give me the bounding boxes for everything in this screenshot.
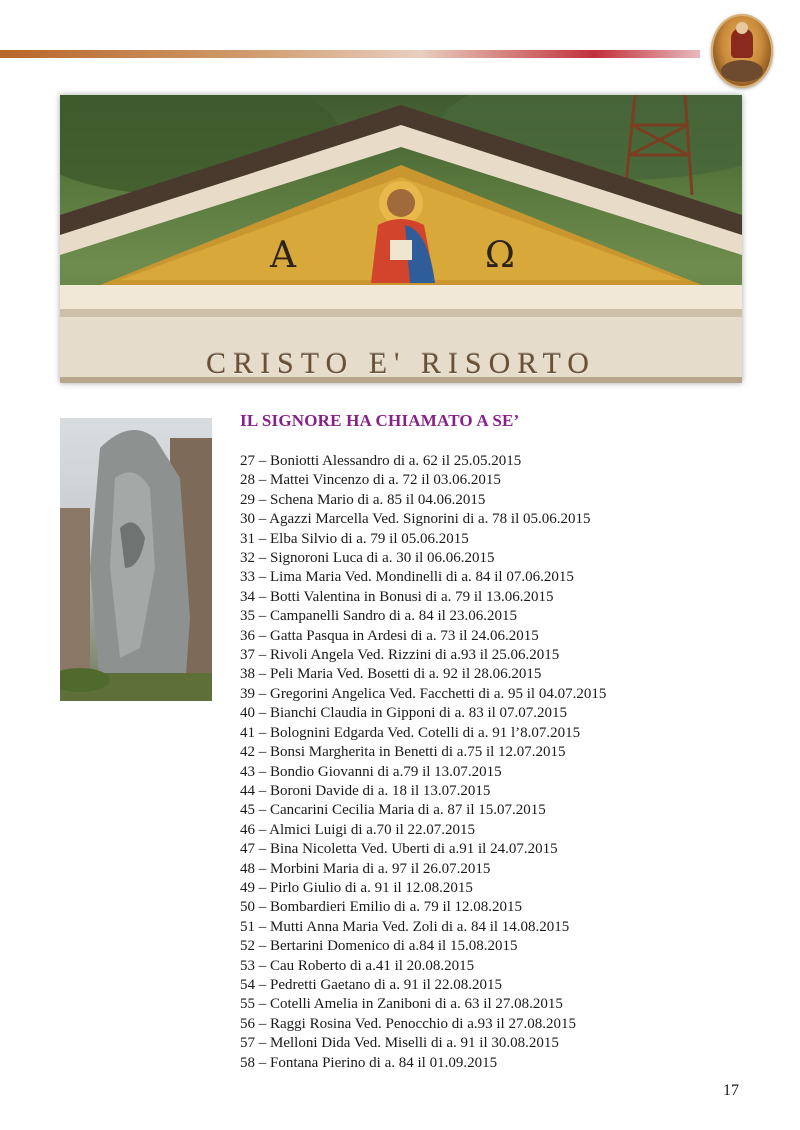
obituary-list: [240, 452, 606, 1073]
sculpture-illustration: [60, 418, 212, 701]
list-item: 33 – Lima Maria Ved. Mondinelli di a. 84 il 07.06.2015: [240, 569, 574, 586]
list-item: 56 – Raggi Rosina Ved. Penocchio di a.93 il 27.08.2015: [240, 1015, 576, 1032]
pediment-inscription: CRISTO E' RISORTO: [206, 347, 596, 380]
pediment-illustration: [60, 95, 742, 383]
decorative-header-rule: [0, 50, 700, 58]
list-item: 32 – Signoroni Luca di a. 30 il 06.06.2015: [240, 550, 495, 567]
list-item: 39 – Gregorini Angelica Ved. Facchetti di a. 95 il 04.07.2015: [240, 685, 607, 702]
list-item: 52 – Bertarini Domenico di a.84 il 15.08.2015: [240, 938, 518, 955]
list-item: 46 – Almici Luigi di a.70 il 22.07.2015: [240, 821, 475, 838]
list-item: 34 – Botti Valentina in Bonusi di a. 79 il 13.06.2015: [240, 588, 554, 605]
list-item: 44 – Boroni Davide di a. 18 il 13.07.2015: [240, 782, 491, 799]
list-item: 43 – Bondio Giovanni di a.79 il 13.07.2015: [240, 763, 502, 780]
list-item: 35 – Campanelli Sandro di a. 84 il 23.06.2015: [240, 608, 518, 625]
list-item: 47 – Bina Nicoletta Ved. Uberti di a.91 il 24.07.2015: [240, 841, 558, 858]
stone-sculpture-photo: [60, 418, 212, 701]
list-item: 42 – Bonsi Margherita in Benetti di a.75 il 12.07.2015: [240, 744, 566, 761]
omega-glyph: Ω: [485, 235, 515, 276]
list-item: 28 – Mattei Vincenzo di a. 72 il 03.06.2015: [240, 472, 501, 489]
page-number: 17: [723, 1082, 739, 1099]
saint-medallion-icon: [711, 14, 773, 88]
list-item: 58 – Fontana Pierino di a. 84 il 01.09.2015: [240, 1054, 498, 1071]
list-item: 48 – Morbini Maria di a. 97 il 26.07.2015: [240, 860, 491, 877]
list-item: 54 – Pedretti Gaetano di a. 91 il 22.08.2015: [240, 976, 503, 993]
section-title: IL SIGNORE HA CHIAMATO A SE’: [240, 411, 520, 430]
list-item: 27 – Boniotti Alessandro di a. 62 il 25.05.2015: [240, 453, 522, 469]
alpha-glyph: Α: [270, 235, 296, 276]
list-item: 30 – Agazzi Marcella Ved. Signorini di a. 78 il 05.06.2015: [240, 511, 591, 528]
list-item: 37 – Rivoli Angela Ved. Rizzini di a.93 il 25.06.2015: [240, 647, 560, 664]
list-item: 53 – Cau Roberto di a.41 il 20.08.2015: [240, 957, 475, 974]
list-item: 38 – Peli Maria Ved. Bosetti di a. 92 il 28.06.2015: [240, 666, 542, 683]
list-item: 36 – Gatta Pasqua in Ardesi di a. 73 il 24.06.2015: [240, 627, 539, 644]
church-pediment-photo: [60, 95, 742, 383]
list-item: 41 – Bolognini Edgarda Ved. Cotelli di a. 91 l’8.07.2015: [240, 724, 581, 741]
list-item: 51 – Mutti Anna Maria Ved. Zoli di a. 84 il 14.08.2015: [240, 918, 570, 935]
list-item: 31 – Elba Silvio di a. 79 il 05.06.2015: [240, 530, 469, 547]
list-item: 29 – Schena Mario di a. 85 il 04.06.2015: [240, 491, 486, 508]
list-item: 49 – Pirlo Giulio di a. 91 il 12.08.2015: [240, 879, 473, 896]
list-item: 45 – Cancarini Cecilia Maria di a. 87 il 15.07.2015: [240, 802, 546, 819]
list-item: 57 – Melloni Dida Ved. Miselli di a. 91 il 30.08.2015: [240, 1035, 559, 1052]
list-item: 40 – Bianchi Claudia in Gipponi di a. 83 il 07.07.2015: [240, 705, 568, 722]
list-item: 50 – Bombardieri Emilio di a. 79 il 12.08.2015: [240, 899, 523, 916]
list-item: 55 – Cotelli Amelia in Zaniboni di a. 63 il 27.08.2015: [240, 996, 563, 1013]
